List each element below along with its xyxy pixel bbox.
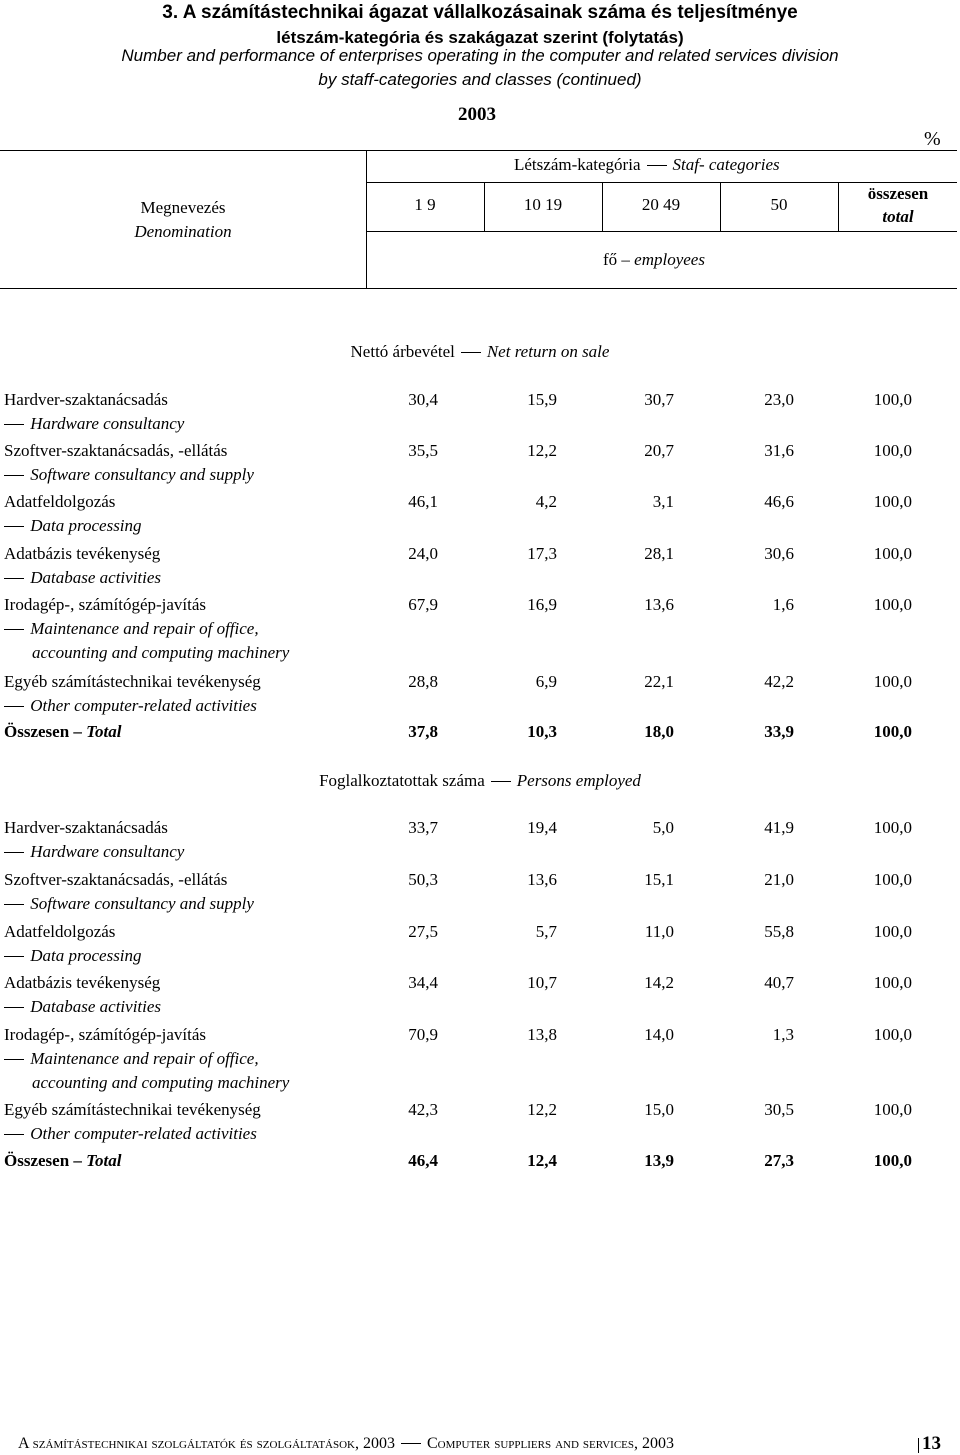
table-title-hu: 3. A számítástechnikai ágazat vállalkozásainak száma és teljesítménye [162, 2, 798, 23]
cell-value: 70,9 [408, 1025, 438, 1044]
total-value: 13,9 [644, 1151, 674, 1170]
cell-value: 11,0 [644, 922, 674, 941]
total-value: 100,0 [873, 1151, 912, 1170]
row-label-en: accounting and computing machinery [32, 1073, 290, 1092]
total-value: 46,4 [408, 1151, 438, 1170]
cell-value: 41,9 [764, 818, 794, 837]
header-year: 2003 [458, 104, 496, 125]
cell-value: 55,8 [764, 922, 794, 941]
header-rule-mid [366, 182, 957, 183]
row-label-en: Data processing [4, 946, 142, 966]
row-label-en: Software consultancy and supply [4, 465, 254, 485]
cell-value: 100,0 [873, 595, 912, 614]
total-label: Összesen – Total [4, 1151, 122, 1170]
cell-value: 5,0 [652, 818, 674, 837]
cell-value: 10,7 [527, 973, 557, 992]
cell-value: 1,6 [772, 595, 794, 614]
header-col-1-9: 1 9 [414, 195, 436, 214]
cell-value: 5,7 [535, 922, 557, 941]
cell-value: 34,4 [408, 973, 438, 992]
cell-value: 23,0 [764, 390, 794, 409]
cell-value: 14,2 [644, 973, 674, 992]
cell-value: 31,6 [764, 441, 794, 460]
row-label-hu: Szoftver-szaktanácsadás, -ellátás [4, 870, 228, 889]
cell-value: 100,0 [873, 818, 912, 837]
cell-value: 30,4 [408, 390, 438, 409]
cell-value: 1,3 [772, 1025, 794, 1044]
header-total-hu: összesen [867, 184, 929, 203]
cell-value: 15,1 [644, 870, 674, 889]
total-value: 33,9 [764, 722, 794, 741]
cell-value: 24,0 [408, 544, 438, 563]
header-rule-bottom [0, 288, 957, 289]
header-rule-top [0, 150, 957, 151]
cell-value: 42,2 [764, 672, 794, 691]
row-label-en: Maintenance and repair of office, [4, 1049, 259, 1069]
header-denomination-hu: Megnevezés [140, 198, 226, 217]
cell-value: 100,0 [873, 870, 912, 889]
row-label-en: Hardware consultancy [4, 414, 184, 434]
header-col-10-19: 10 19 [523, 195, 563, 214]
cell-value: 20,7 [644, 441, 674, 460]
cell-value: 22,1 [644, 672, 674, 691]
cell-value: 21,0 [764, 870, 794, 889]
cell-value: 27,5 [408, 922, 438, 941]
row-label-hu: Adatfeldolgozás [4, 922, 116, 941]
row-label-hu: Szoftver-szaktanácsadás, -ellátás [4, 441, 228, 460]
cell-value: 100,0 [873, 922, 912, 941]
cell-value: 15,0 [644, 1100, 674, 1119]
cell-value: 100,0 [873, 492, 912, 511]
header-unit: fő – employees [603, 250, 705, 269]
total-value: 37,8 [408, 722, 438, 741]
cell-value: 100,0 [873, 1100, 912, 1119]
cell-value: 33,7 [408, 818, 438, 837]
row-label-en: Hardware consultancy [4, 842, 184, 862]
section-title: Foglalkoztatottak száma Persons employed [319, 771, 641, 790]
total-label: Összesen – Total [4, 722, 122, 741]
header-denomination-en: Denomination [134, 222, 232, 241]
cell-value: 35,5 [408, 441, 438, 460]
row-label-en: Software consultancy and supply [4, 894, 254, 914]
cell-value: 6,9 [535, 672, 557, 691]
row-label-hu: Adatbázis tevékenység [4, 544, 161, 563]
row-label-hu: Adatfeldolgozás [4, 492, 116, 511]
page-footer [0, 1432, 960, 1454]
header-rule-low [366, 231, 957, 232]
row-label-en: Data processing [4, 516, 142, 536]
page-number: 13 [922, 1433, 941, 1454]
row-label-hu: Egyéb számítástechnikai tevékenység [4, 672, 261, 691]
cell-value: 46,1 [408, 492, 438, 511]
row-label-hu: Egyéb számítástechnikai tevékenység [4, 1100, 261, 1119]
cell-value: 67,9 [408, 595, 438, 614]
cell-value: 30,7 [644, 390, 674, 409]
header-col-50: 50 [770, 195, 788, 214]
cell-value: 100,0 [873, 441, 912, 460]
row-label-en: Maintenance and repair of office, [4, 619, 259, 639]
table-subtitle-hu: létszám-kategória és szakágazat szerint (folytatás) [276, 28, 684, 47]
cell-value: 50,3 [408, 870, 438, 889]
cell-value: 28,1 [644, 544, 674, 563]
row-label-en: accounting and computing machinery [32, 643, 290, 662]
cell-value: 100,0 [873, 390, 912, 409]
header-divider-left [366, 150, 367, 288]
cell-value: 17,3 [527, 544, 557, 563]
total-value: 10,3 [527, 722, 557, 741]
cell-value: 100,0 [873, 672, 912, 691]
table-subtitle-en: by staff-categories and classes (continued) [318, 70, 642, 89]
row-label-en: Other computer-related activities [4, 696, 257, 716]
total-value: 100,0 [873, 722, 912, 741]
cell-value: 30,5 [764, 1100, 794, 1119]
row-label-en: Database activities [4, 997, 161, 1017]
header-col-20-49: 20 49 [641, 195, 681, 214]
cell-value: 100,0 [873, 973, 912, 992]
row-label-en: Other computer-related activities [4, 1124, 257, 1144]
cell-value: 28,8 [408, 672, 438, 691]
total-value: 18,0 [644, 722, 674, 741]
cell-value: 13,6 [527, 870, 557, 889]
cell-value: 12,2 [527, 1100, 557, 1119]
cell-value: 46,6 [764, 492, 794, 511]
cell-value: 3,1 [652, 492, 674, 511]
cell-value: 42,3 [408, 1100, 438, 1119]
cell-value: 14,0 [644, 1025, 674, 1044]
total-value: 12,4 [527, 1151, 557, 1170]
cell-value: 40,7 [764, 973, 794, 992]
cell-value: 100,0 [873, 1025, 912, 1044]
row-label-hu: Hardver-szaktanácsadás [4, 818, 168, 837]
cell-value: 12,2 [527, 441, 557, 460]
header-total-en: total [882, 207, 914, 226]
cell-value: 30,6 [764, 544, 794, 563]
row-label-hu: Hardver-szaktanácsadás [4, 390, 168, 409]
header-percent: % [924, 128, 941, 150]
cell-value: 16,9 [527, 595, 557, 614]
cell-value: 4,2 [535, 492, 557, 511]
footer-divider [918, 1438, 919, 1453]
section-title: Nettó árbevétel Net return on sale [350, 342, 610, 361]
header-category: Létszám-kategória Staf- categories [514, 155, 780, 174]
cell-value: 100,0 [873, 544, 912, 563]
row-label-en: Database activities [4, 568, 161, 588]
total-value: 27,3 [764, 1151, 794, 1170]
cell-value: 19,4 [527, 818, 557, 837]
cell-value: 13,6 [644, 595, 674, 614]
row-label-hu: Irodagép-, számítógép-javítás [4, 1025, 207, 1044]
table-title-en: Number and performance of enterprises operating in the computer and related services division [121, 46, 839, 65]
cell-value: 15,9 [527, 390, 557, 409]
row-label-hu: Adatbázis tevékenység [4, 973, 161, 992]
cell-value: 13,8 [527, 1025, 557, 1044]
row-label-hu: Irodagép-, számítógép-javítás [4, 595, 207, 614]
footer-text: A számítástechnikai szolgáltatók és szolgáltatások, 2003 Computer suppliers and services, 2003 [18, 1435, 674, 1452]
